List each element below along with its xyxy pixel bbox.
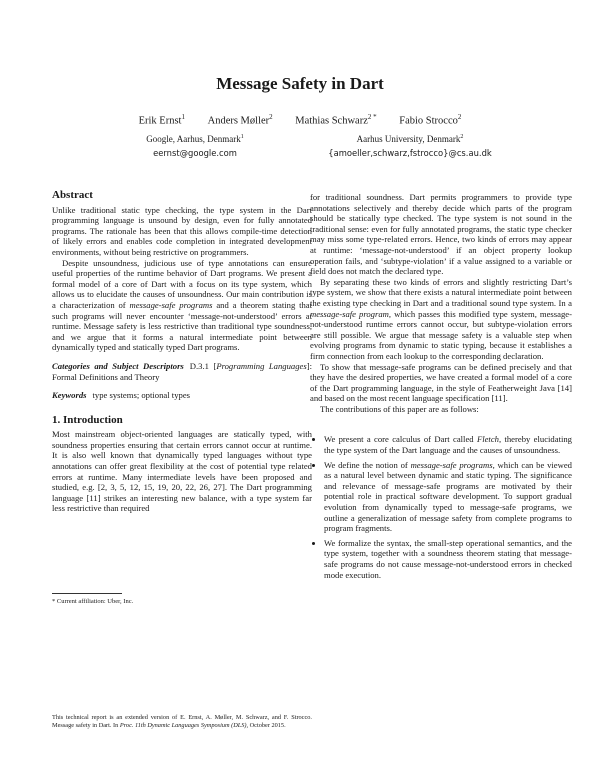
- footnote: * Current affiliation: Uber, Inc.: [52, 598, 134, 605]
- author-mark: 2: [269, 113, 273, 121]
- keywords-text: type systems; optional types: [92, 390, 191, 401]
- contribution-item: [324, 434, 572, 455]
- spacer: [310, 414, 572, 424]
- text-run: D.3.1 [: [189, 360, 217, 371]
- author-name: Anders Møller: [207, 115, 270, 127]
- keywords-line: [52, 390, 312, 401]
- text-run: We define the notion of: [324, 459, 411, 470]
- affiliation-org: Google, Aarhus, Denmark: [146, 134, 241, 144]
- author-moller: [208, 113, 273, 127]
- text-run: , thereby elucidating the type system of the Dart language and the causes of unsoundness.: [324, 434, 572, 456]
- affiliation-mark: 1: [240, 134, 244, 140]
- author-mark: 2 *: [367, 113, 377, 121]
- emphasis: message-safe programs: [129, 299, 213, 310]
- author-mark: 1: [181, 113, 185, 121]
- affiliation-org: Aarhus University, Denmark: [356, 134, 461, 144]
- text-run: Despite unsoundness, judicious use of type annotations can ensure useful properties of the runtime behavior of Dart programs. We present a formal model of a core of Dart with a focus on its type system, which allows us to elucidate the causes of unsoundness. Our main contribution is a characterization of: [52, 257, 312, 310]
- author-ernst: [139, 113, 185, 127]
- keywords-heading: Keywords: [52, 390, 87, 401]
- emphasis: message-safe program: [310, 308, 389, 319]
- paper-title: Message Safety in Dart: [216, 74, 384, 93]
- text-run: , which can be viewed as a natural level between dynamic and static typing. The significance and relevance of message-safe programs are motivated by their potential role in practical software development. To support gradual evolution from dynamically typed to message-safe programs, we outline a generalization of message safety from complete programs to program fragments.: [324, 459, 572, 534]
- email-address[interactable]: eernst@google.com: [153, 148, 237, 158]
- intro-heading: 1. Introduction: [52, 413, 123, 426]
- footnote-rule: [52, 593, 122, 594]
- categories-line: [52, 361, 312, 382]
- abstract-paragraph-1: Unlike traditional static type checking, the type system in the Dart programming language is unsound by design, even for fully annotated programs. The rationale has been that this allows compile-time detection of likely errors and enables code completion in integrated development environments, without being restrictive on programmers.: [52, 204, 312, 257]
- author-schwarz: [295, 113, 376, 127]
- right-paragraph-4: The contributions of this paper are as follows:: [320, 403, 479, 414]
- categories-heading: Categories and Subject Descriptors: [52, 360, 184, 371]
- affiliation-mark: 2: [460, 134, 464, 140]
- right-paragraph-1: for traditional soundness. Dart permits programmers to provide type annotations selectively and thereby decide which parts of the program should be statically type checked. The type system is not sound in the traditional sense: even for fully annotated programs, the static type checker may miss some type-related errors. Hence, two kinds of errors may appear at runtime: ‘message-not-understood’ if an object property lookup operation fails, and ‘subtype-violation’ if a value assigned to a variable or field does not match the declared type.: [310, 192, 572, 277]
- text-run: and a theorem stating that such programs will never encounter ‘message-not-understood’ errors at runtime. Message safety is less restrictive than traditional type soundness, and we argue that it forms a natural intermediate point between dynamically typed and statically typed Dart programs.: [52, 299, 312, 353]
- emphasis: Proc. 11th Dynamic Languages Symposium (DLS): [119, 721, 247, 729]
- left-column: [52, 190, 312, 514]
- text-run: ]: Formal Definitions and Theory: [52, 360, 313, 382]
- text-run: , which passes this modified type system, message-not-understood runtime errors cannot occur, but subtype-violation errors are still possible. We argue that message safety is a valuable step when evolving programs from dynamic to static typing, because it establishes a firm connection from each lookup to the corresponding declaration.: [310, 308, 572, 361]
- text-run: We present a core calculus of Dart called: [324, 434, 477, 445]
- text-run: , October 2015.: [246, 721, 286, 729]
- abstract-paragraph-2: [52, 258, 312, 353]
- contribution-list: [310, 434, 572, 580]
- contribution-item: [324, 460, 572, 534]
- text-run: This technical report is an extended version of E. Ernst, A. Møller, M. Schwarz, and F. Strocco. Message safety in Dart. In: [52, 714, 312, 729]
- author-list: [0, 113, 600, 127]
- right-column: [310, 192, 572, 584]
- intro-paragraph-1: Most mainstream object-oriented languages are statically typed, with soundness properties ensuring that certain errors cannot occur at runtime. It is also well known that dynamically typed languages without type annotations can offer great flexibility at the cost of potential type related errors at runtime. Many intermediate levels have been proposed and studied, e.g. [2, 3, 5, 12, 15, 19, 20, 22, 26, 27]. The Dart programming language [11] strikes an interesting new balance, with a type system far less restrictive than required: [52, 429, 312, 514]
- author-name: Mathias Schwarz: [295, 115, 368, 127]
- affiliation-aarhus: [320, 130, 500, 160]
- contribution-item: • We formalize the syntax, the small-step operational semantics, and the type system, together with a soundness theorem stating that message-safe programs do not cause message-not-understood errors in checked mode execution.: [324, 538, 572, 580]
- emphasis: Fletch: [476, 434, 499, 445]
- author-name: Erik Ernst: [138, 115, 182, 127]
- affiliation-google: [120, 130, 270, 160]
- right-paragraph-3: To show that message-safe programs can be defined precisely and that they have the desired properties, we have created a formal model of a core of the Dart programming language, in the style of Featherweight Java [14] and based on the most recent language specification [11].: [310, 361, 572, 404]
- author-mark: 2: [457, 113, 462, 121]
- email-address[interactable]: {amoeller,schwarz,fstrocco}@cs.au.dk: [328, 148, 492, 158]
- author-strocco: [399, 113, 461, 127]
- right-paragraph-2: [310, 277, 572, 362]
- abstract-heading: Abstract: [52, 189, 93, 201]
- tech-report-note: [52, 714, 312, 730]
- emphasis: Programming Languages: [216, 360, 307, 371]
- author-name: Fabio Strocco: [399, 115, 458, 127]
- emphasis: message-safe programs: [410, 459, 493, 470]
- text-run: By separating these two kinds of errors and slightly restricting Dart’s type system, we show that there exists a natural intermediate point between the existing type checking in Dart and a traditional sound type system. In a: [310, 276, 572, 308]
